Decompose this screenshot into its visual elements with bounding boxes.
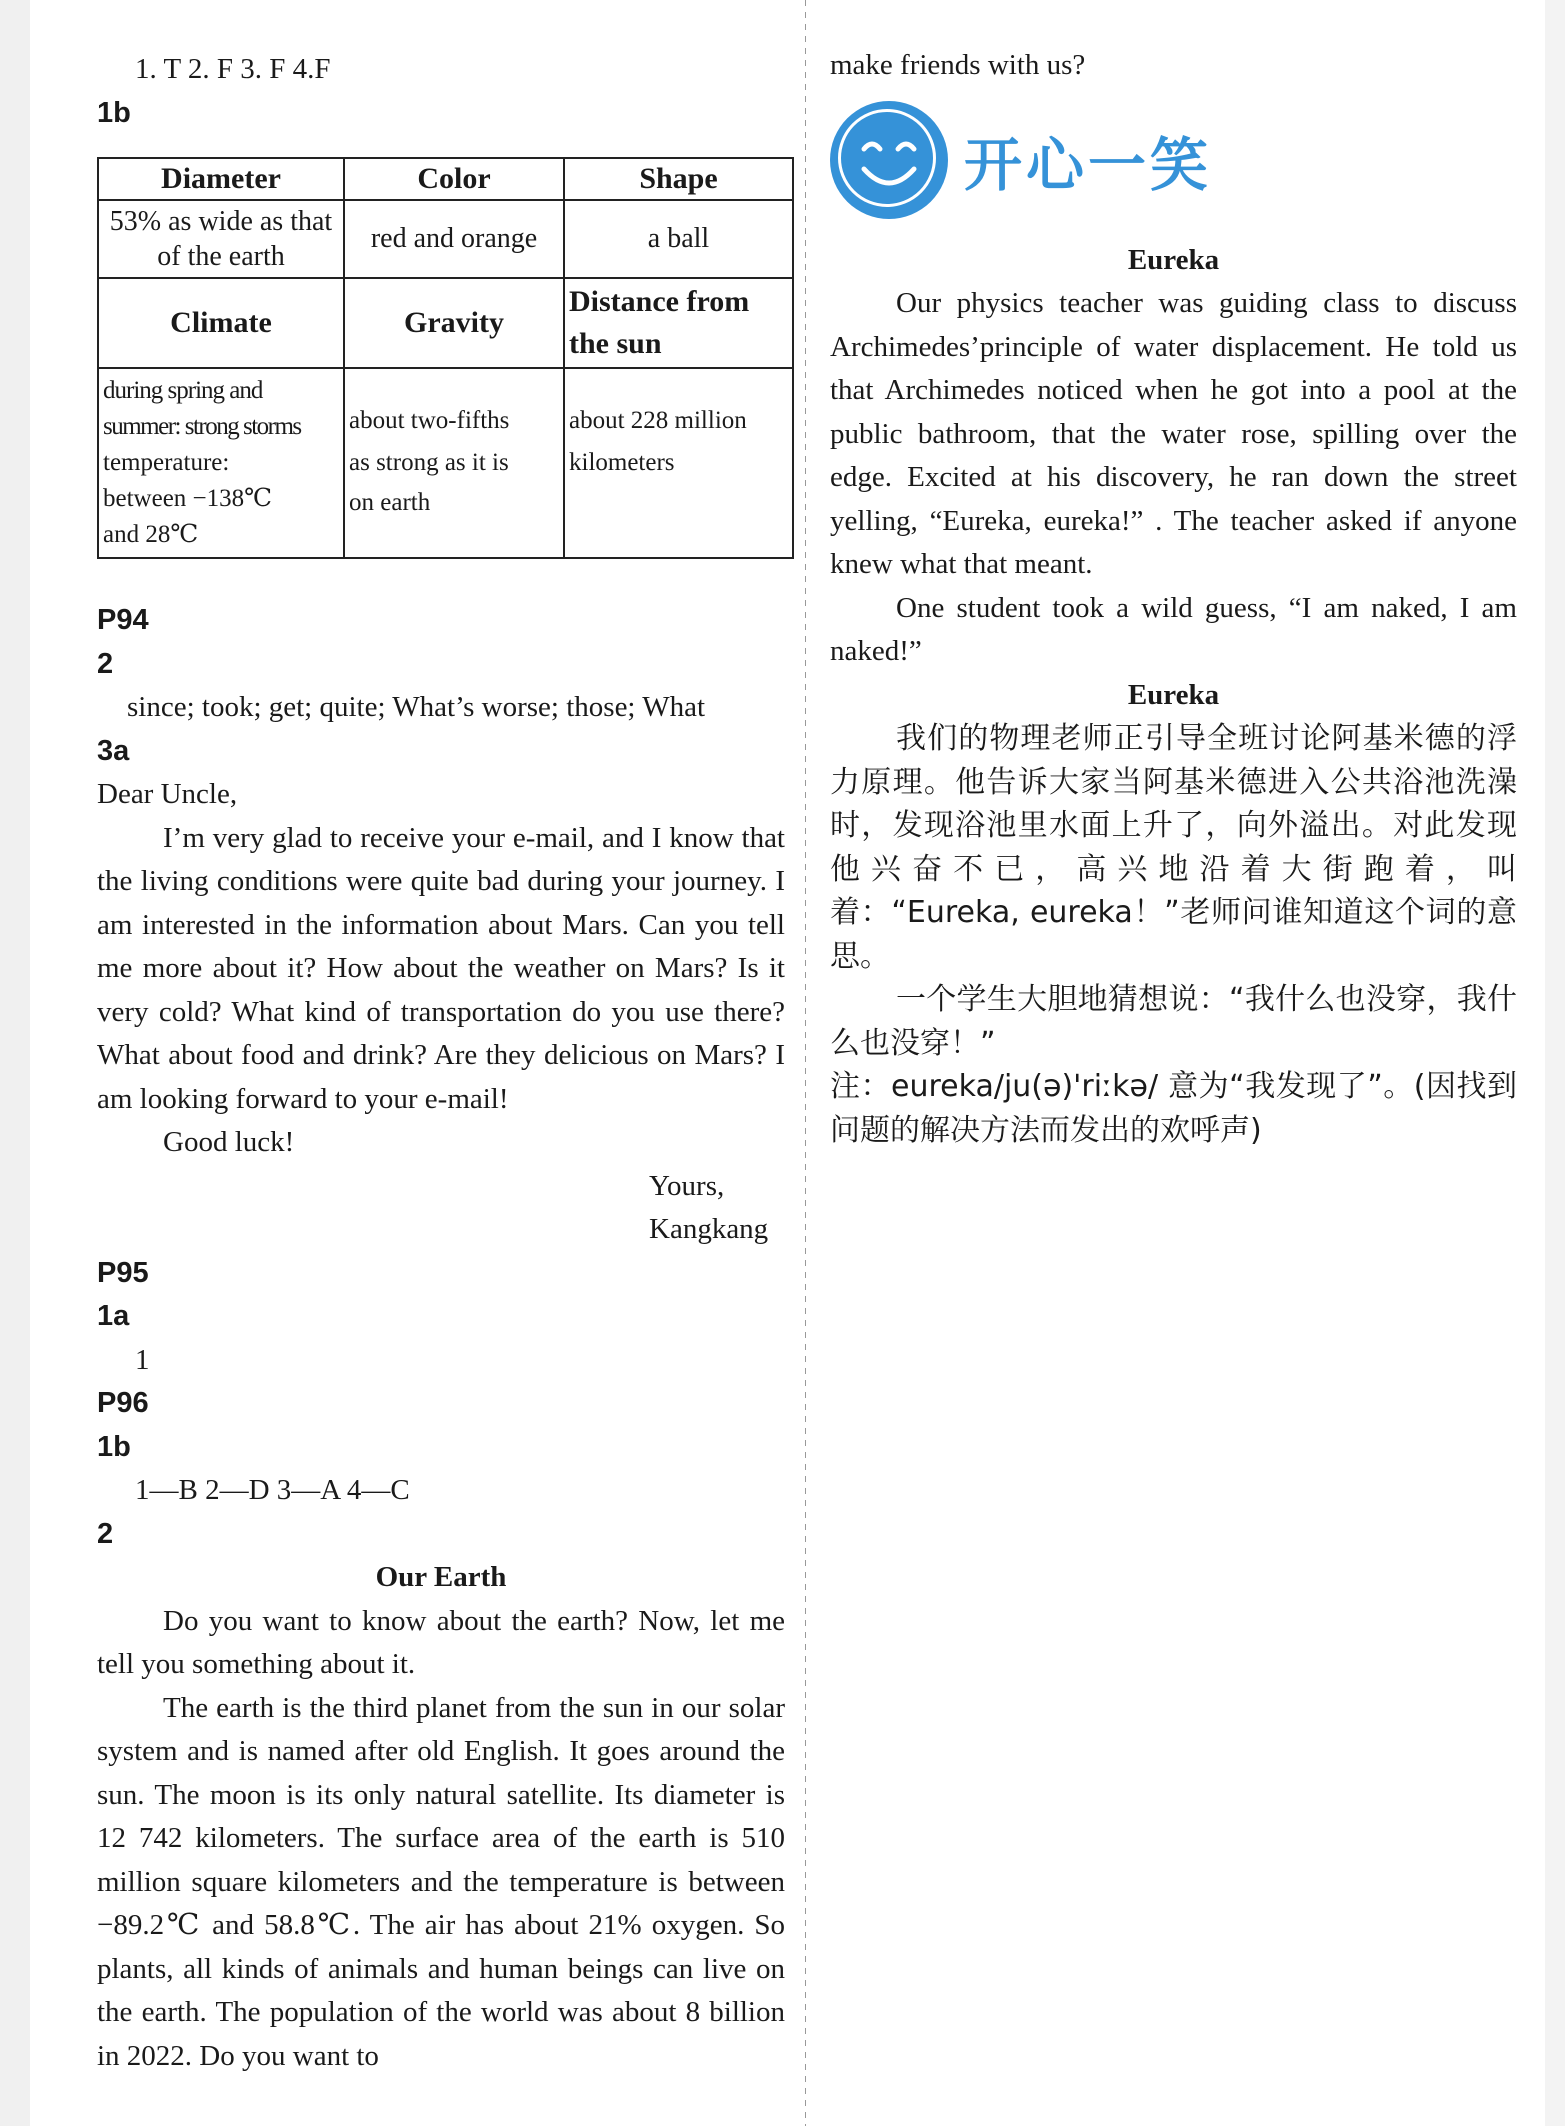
- value-climate: [98, 368, 344, 558]
- story-paragraph-en: One student took a wild guess, “I am naked, I am naked!”: [830, 591, 1517, 667]
- answers-1b-p96: 1—B 2—D 3—A 4—C: [135, 1474, 410, 1506]
- letter-closing: Yours,: [649, 1169, 725, 1202]
- answers-2: since; took; get; quite; What’s worse; those; What: [127, 691, 706, 723]
- gravity-line: about two-fifths: [349, 407, 510, 434]
- page-edge-right: [1545, 0, 1565, 2126]
- answer-1a-p95: 1: [135, 1343, 150, 1376]
- climate-line: during spring and: [103, 377, 263, 404]
- happy-laugh-logo: [830, 98, 1517, 223]
- label-1b-p96: 1b: [97, 1430, 131, 1463]
- logo-text: 开心一笑: [964, 131, 1213, 199]
- letter-body: I’m very glad to receive your e-mail, and I know that the living conditions were quite bad during your journey. I am interested in the information about Mars. Can you tell me more about it? How about the weather on Mars? Is it very cold? What kind of transportation do you use there? What about food and drink? Are they delicious on Mars? I am looking forward to your e-mail!: [97, 821, 785, 1115]
- essay-paragraph: Do you want to know about the earth? Now, let me tell you something about it.: [97, 1604, 785, 1680]
- label-2-p96: 2: [97, 1517, 114, 1550]
- story-paragraph-en: Our physics teacher was guiding class to discuss Archimedes’principle of water displacement. He told us that Archimedes noticed when he got into a pool at the public bathroom, that the water rose, spilling over the edge. Excited at his discovery, he ran down the street yelling, “Eureka, eureka!” . The teacher asked if anyone knew what that meant.: [830, 287, 1517, 580]
- header-shape: Shape: [564, 158, 793, 200]
- value-gravity: [344, 368, 564, 558]
- value-color: red and orange: [344, 200, 564, 278]
- left-column: [97, 0, 785, 2078]
- value-shape: a ball: [564, 200, 793, 278]
- story-title-en: Eureka: [1127, 243, 1220, 276]
- page-label-p96: P96: [97, 1387, 149, 1419]
- distance-line: about 228 million: [569, 407, 747, 434]
- value-distance: [564, 368, 793, 558]
- climate-line: between −138℃: [103, 485, 273, 512]
- column-divider: [805, 0, 806, 2126]
- page-label-p94: P94: [97, 604, 149, 636]
- story-paragraph-cn: 一个学生大胆地猜想说：“我什么也没穿，我什么也没穿！”: [830, 982, 1517, 1061]
- gravity-line: on earth: [349, 489, 431, 516]
- value-diameter: 53% as wide as that of the earth: [98, 200, 344, 278]
- letter-wish: Good luck!: [163, 1126, 295, 1158]
- essay-paragraph: The earth is the third planet from the sun in our solar system and is named after old English. It goes around the sun. The moon is its only natural satellite. Its diameter is 12 742 kilometers. The surface area of the earth is 510 million square kilometers and the temperature is between −89.2℃ and 58.8℃. The air has about 21% oxygen. So plants, all kinds of animals and human beings can live on the earth. The population of the world was about 8 billion in 2022. Do you want to: [97, 1691, 785, 2072]
- climate-line: and 28℃: [103, 521, 199, 548]
- distance-line: kilometers: [569, 449, 675, 476]
- header-gravity: Gravity: [344, 278, 564, 368]
- page-label-p95: P95: [97, 1256, 149, 1289]
- letter-signature: Kangkang: [649, 1213, 769, 1245]
- label-1a: 1a: [97, 1300, 130, 1332]
- gravity-line: as strong as it is: [349, 449, 509, 476]
- story-title-cn: Eureka: [1127, 678, 1220, 711]
- continuation-text: make friends with us?: [830, 49, 1086, 81]
- answers-1a: 1. T 2. F 3. F 4.F: [135, 53, 331, 85]
- header-color: Color: [344, 158, 564, 200]
- header-distance: Distance from the sun: [564, 278, 793, 368]
- smiley-icon: [830, 101, 948, 219]
- climate-line: temperature:: [103, 449, 230, 476]
- mars-info-table: [97, 157, 794, 559]
- letter-salutation: Dear Uncle,: [97, 778, 238, 810]
- header-diameter: Diameter: [98, 158, 344, 200]
- essay-title: Our Earth: [375, 1561, 507, 1593]
- climate-line: summer: strong storms: [103, 413, 301, 440]
- page-edge-left: [0, 0, 30, 2126]
- right-column: [830, 0, 1517, 1152]
- label-3a: 3a: [97, 734, 130, 767]
- footnote: 注：eureka/ju(ə)'riːkə/ 意为“我发现了”。(因找到问题的解决方法而发出的欢呼声): [830, 1069, 1517, 1148]
- header-climate: Climate: [98, 278, 344, 368]
- story-paragraph-cn: 我们的物理老师正引导全班讨论阿基米德的浮力原理。他告诉大家当阿基米德进入公共浴池洗澡时，发现浴池里水面上升了，向外溢出。对此发现他兴奋不已，高兴地沿着大街跑着，叫着：“Eureka, eureka！”老师问谁知道这个词的意思。: [830, 721, 1517, 974]
- label-2: 2: [97, 647, 114, 680]
- label-1b: 1b: [97, 96, 131, 129]
